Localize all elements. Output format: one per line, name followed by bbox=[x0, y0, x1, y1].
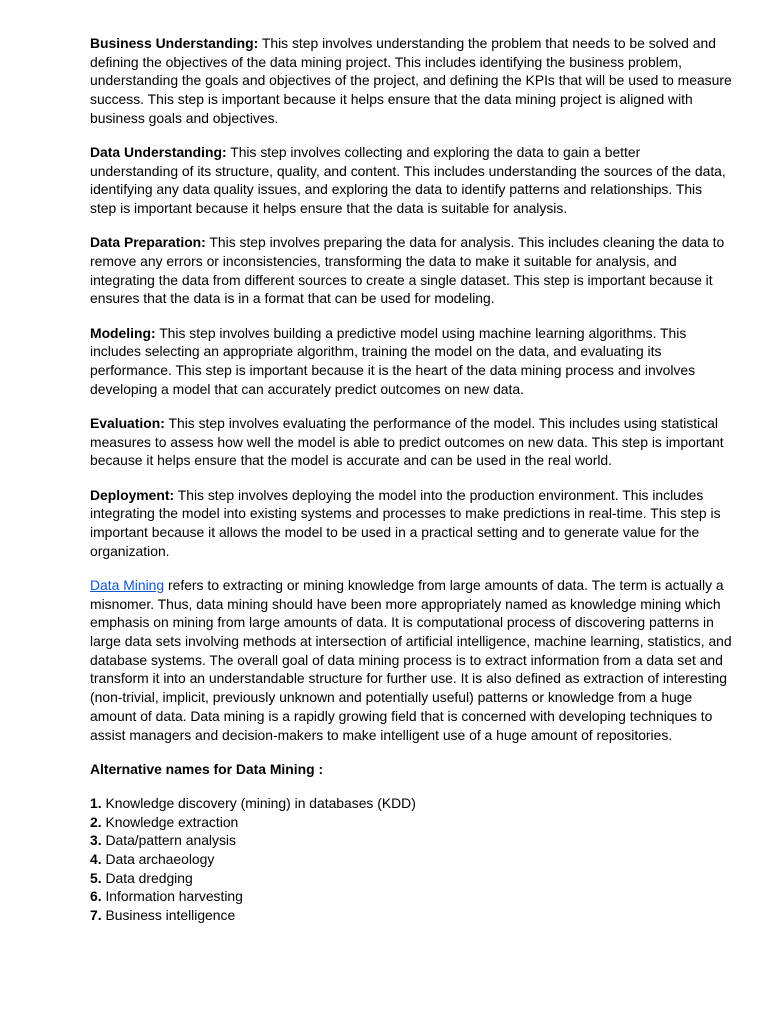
alt-names-list bbox=[90, 794, 732, 925]
section-term: Data Understanding: bbox=[90, 144, 227, 161]
section-term: Data Preparation: bbox=[90, 234, 206, 251]
section-modeling bbox=[90, 324, 732, 399]
section-term: Business Understanding: bbox=[90, 35, 259, 51]
data-mining-definition bbox=[90, 576, 732, 744]
section-data-understanding bbox=[90, 143, 732, 218]
list-item bbox=[90, 850, 732, 869]
list-text: Information harvesting bbox=[101, 888, 243, 905]
section-text: This step involves deploying the model into the production environment. This includes integrating the model into existing systems and processes to make predictions in real-time. This step is important because it allows the model to be used in a practical setting and to generate value for the organization. bbox=[90, 486, 721, 559]
list-number: 5. bbox=[90, 869, 102, 886]
section-term: Modeling: bbox=[90, 324, 156, 341]
section-evaluation bbox=[90, 414, 732, 470]
section-term: Evaluation: bbox=[90, 414, 165, 431]
list-number: 6. bbox=[90, 888, 102, 905]
data-mining-link[interactable]: Data Mining bbox=[90, 576, 165, 593]
section-text: This step involves collecting and exploring the data to gain a better understanding of its structure, quality, and content. This includes understanding the sources of the data, identifying any data quality issues, and exploring the data to identify patterns and relationships. This step is important because it helps ensure that the data is suitable for analysis. bbox=[90, 144, 726, 217]
section-business-understanding bbox=[90, 34, 732, 128]
section-text: This step involves building a predictive model using machine learning algorithms. This includes selecting an appropriate algorithm, training the model on the data, and evaluating its performance. This step is important because it is the heart of the data mining process and involves developing a model that can accurately predict outcomes on new data. bbox=[90, 324, 696, 397]
list-text: Data archaeology bbox=[101, 851, 215, 868]
alt-names-heading: Alternative names for Data Mining : bbox=[90, 760, 324, 777]
list-text: Data/pattern analysis bbox=[101, 832, 236, 849]
list-text: Knowledge discovery (mining) in databases (KDD) bbox=[101, 794, 416, 811]
document-page bbox=[90, 34, 732, 925]
list-number: 3. bbox=[90, 832, 102, 849]
list-number: 7. bbox=[90, 907, 102, 924]
list-item bbox=[90, 906, 732, 925]
list-text: Data dredging bbox=[101, 869, 193, 886]
section-text: This step involves preparing the data for analysis. This includes cleaning the data to remove any errors or inconsistencies, transforming the data to make it suitable for analysis, and integrating the data from different sources to create a single dataset. This step is important because it ensures that the data is in a format that can be used for modeling. bbox=[90, 234, 725, 307]
list-number: 4. bbox=[90, 851, 102, 868]
section-data-preparation bbox=[90, 233, 732, 308]
list-item bbox=[90, 887, 732, 906]
list-number: 1. bbox=[90, 794, 102, 811]
list-number: 2. bbox=[90, 813, 102, 830]
list-text: Knowledge extraction bbox=[101, 813, 239, 830]
section-deployment bbox=[90, 486, 732, 561]
list-item bbox=[90, 831, 732, 850]
list-text: Business intelligence bbox=[101, 907, 236, 924]
list-item bbox=[90, 794, 732, 813]
section-text: This step involves evaluating the performance of the model. This includes using statistical measures to assess how well the model is able to predict outcomes on new data. This step is important because it helps ensure that the model is accurate and can be used in the real world. bbox=[90, 414, 724, 469]
list-item bbox=[90, 869, 732, 888]
section-term: Deployment: bbox=[90, 486, 175, 503]
list-item bbox=[90, 813, 732, 832]
section-text: This step involves understanding the problem that needs to be solved and defining the objectives of the data mining project. This includes identifying the business problem, understanding the goals and objectives of the project, and defining the KPIs that will be used to measure success. This step is important because it helps ensure that the data mining project is aligned with business goals and objectives. bbox=[90, 35, 732, 126]
definition-text: refers to extracting or mining knowledge from large amounts of data. The term is actually a misnomer. Thus, data mining should have been more appropriately named as knowledge mining which emphasis on mining from large amounts of data. It is computational process of discovering patterns in large data sets involving methods at intersection of artificial intelligence, machine learning, statistics, and database systems. The overall goal of data mining process is to extract information from a data set and transform it into an understandable structure for further use. It is also defined as extraction of interesting (non-trivial, implicit, previously unknown and potentially useful) patterns or knowledge from a huge amount of data. Data mining is a rapidly growing field that is concerned with developing techniques to assist managers and decision-makers to make intelligent use of a huge amount of repositories. bbox=[90, 576, 732, 743]
